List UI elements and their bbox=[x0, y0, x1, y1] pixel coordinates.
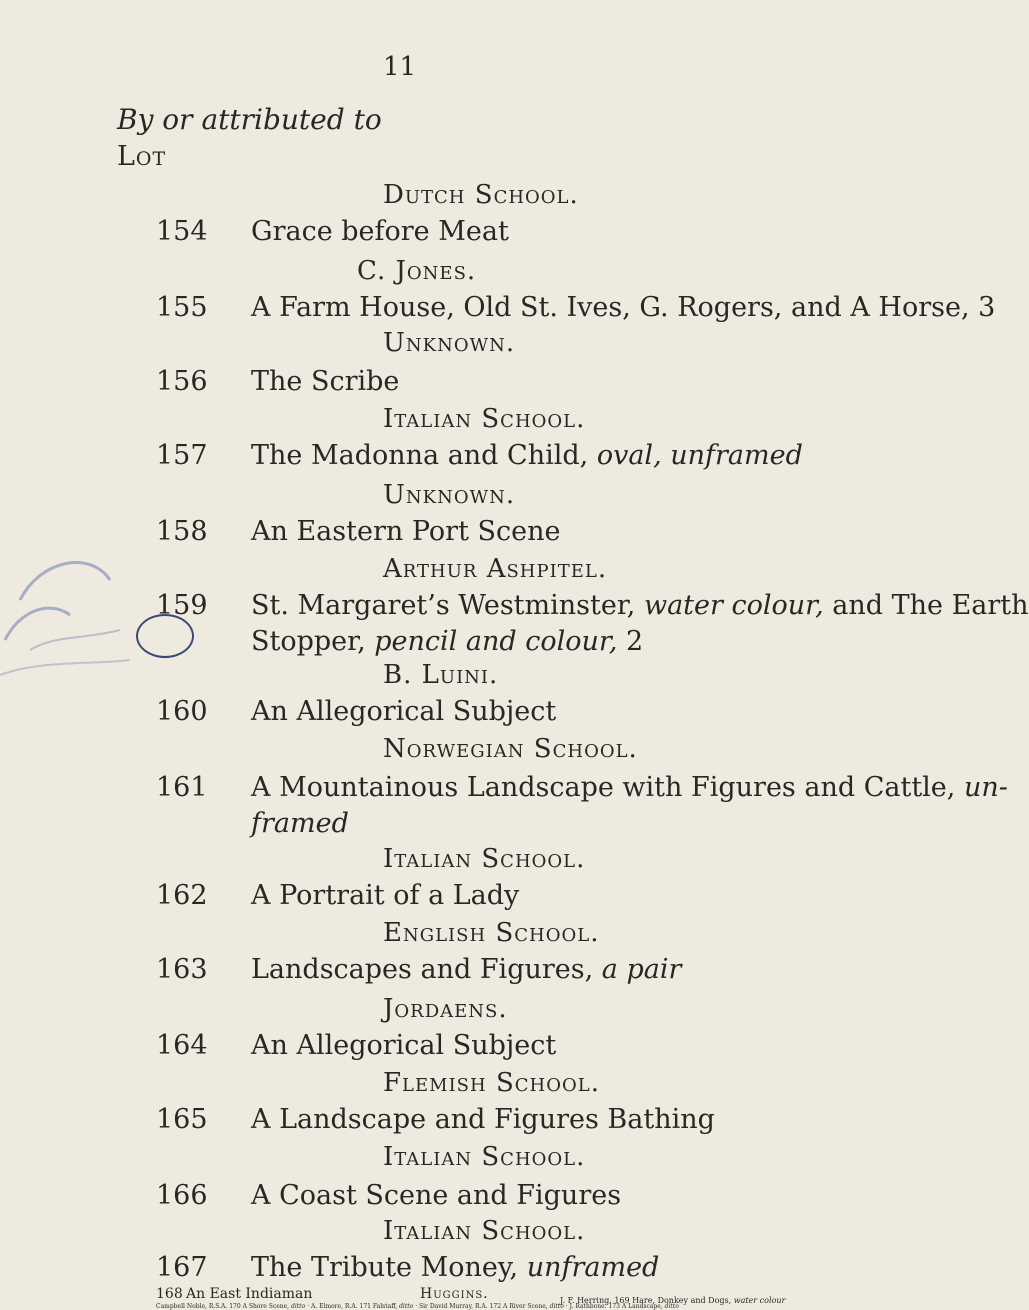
lot-title: A Shore Scene, bbox=[242, 1303, 291, 1310]
list-item bbox=[156, 1030, 556, 1061]
artist-line: Arthur Ashpitel. bbox=[383, 554, 608, 584]
lot-title-italic: a pair bbox=[601, 954, 682, 985]
lot-column-label: Lot bbox=[117, 141, 167, 172]
lot-number: 170 bbox=[229, 1303, 241, 1310]
lot-title-italic: unframed bbox=[526, 1252, 660, 1283]
artist-line: J. F. Herring. bbox=[560, 1296, 612, 1305]
lot-number: 173 bbox=[608, 1303, 620, 1310]
artist-line: J. Rathbone. bbox=[569, 1303, 607, 1310]
list-item: Campbell Noble, R.S.A. 170 A Shore Scene, ditto · A. Elmore, R.A. 171 Falstaff, ditto · Sir David Murray, R.A. 172 A River Scene, ditto · J. Rathbone. 173 A Landscape, ditto bbox=[156, 1303, 679, 1310]
list-item bbox=[156, 1104, 715, 1135]
lot-number: 171 bbox=[359, 1303, 371, 1310]
artist-line: A. Elmore, R.A. bbox=[310, 1303, 358, 1310]
lot-number: 172 bbox=[489, 1303, 502, 1310]
lot-cont-italic: pencil and colour, bbox=[374, 626, 618, 657]
lot-number: 162 bbox=[156, 880, 208, 911]
lot-title-italic: ditto bbox=[291, 1303, 306, 1310]
lot-title: The Scribe bbox=[251, 366, 400, 397]
list-item bbox=[156, 880, 519, 911]
list-item bbox=[156, 772, 1008, 803]
page-number: 11 bbox=[383, 52, 417, 82]
lot-title-italic: oval, unframed bbox=[596, 440, 803, 471]
lot-title: An East Indiaman bbox=[186, 1286, 313, 1302]
lot-title: A River Scene, bbox=[502, 1303, 550, 1310]
lot-title: An Eastern Port Scene bbox=[251, 516, 561, 547]
lot-title: The Madonna and Child, bbox=[251, 440, 597, 471]
lot-number: 159 bbox=[156, 590, 208, 621]
artist-line: Norwegian School. bbox=[383, 734, 638, 764]
lot-title: A Landscape, bbox=[621, 1303, 665, 1310]
lot-title: A Mountainous Landscape with Figures and Cattle, bbox=[251, 772, 964, 803]
lot-number: 165 bbox=[156, 1104, 208, 1135]
artist-line: Italian School. bbox=[383, 404, 586, 434]
artist-line: Italian School. bbox=[383, 844, 586, 874]
lot-title-italic: ditto bbox=[664, 1303, 679, 1310]
lot-cont-italic: framed bbox=[251, 808, 349, 839]
lot-number: 157 bbox=[156, 440, 208, 471]
list-item bbox=[156, 440, 803, 471]
artist-line: Sir David Murray, R.A. bbox=[419, 1303, 488, 1310]
lot-title: A Coast Scene and Figures bbox=[251, 1180, 622, 1211]
lot-number: 161 bbox=[156, 772, 208, 803]
lot-title: A Landscape and Figures Bathing bbox=[251, 1104, 715, 1135]
lot-number: 155 bbox=[156, 292, 208, 323]
artist-line: English School. bbox=[383, 918, 600, 948]
list-item bbox=[156, 954, 681, 985]
lot-number: 167 bbox=[156, 1252, 208, 1283]
list-item bbox=[156, 590, 1029, 621]
lot-title: Landscapes and Figures, bbox=[251, 954, 602, 985]
lot-number: 154 bbox=[156, 216, 208, 247]
lot-title-italic: water colour bbox=[733, 1296, 786, 1305]
list-item bbox=[156, 1286, 312, 1302]
list-item bbox=[156, 1180, 621, 1211]
lot-number: 158 bbox=[156, 516, 208, 547]
lot-cont-tail: 2 bbox=[617, 626, 644, 657]
lot-title: St. Margaret’s Westminster, bbox=[251, 590, 644, 621]
list-item bbox=[156, 1252, 659, 1283]
lot-title: An Allegorical Subject bbox=[251, 1030, 557, 1061]
lot-number: 164 bbox=[156, 1030, 208, 1061]
artist-line: Italian School. bbox=[383, 1216, 586, 1246]
lot-number: 168 bbox=[156, 1286, 183, 1302]
lot-title-continuation bbox=[251, 808, 349, 839]
list-item bbox=[156, 216, 509, 247]
lot-number: 160 bbox=[156, 696, 208, 727]
lot-number: 169 bbox=[614, 1296, 630, 1305]
artist-line: Campbell Noble, R.S.A. bbox=[156, 1303, 228, 1310]
artist-line: Flemish School. bbox=[383, 1068, 600, 1098]
lot-title-italic: ditto bbox=[399, 1303, 414, 1310]
artist-line: Dutch School. bbox=[383, 180, 579, 210]
lot-title-continuation bbox=[251, 626, 643, 657]
lot-title-italic: ditto bbox=[549, 1303, 564, 1310]
lot-cont-text: Stopper, bbox=[251, 626, 375, 657]
lot-title-italic: water colour, bbox=[643, 590, 824, 621]
list-item bbox=[156, 696, 556, 727]
list-item bbox=[156, 516, 560, 547]
lot-number: 166 bbox=[156, 1180, 208, 1211]
lot-title: A Portrait of a Lady bbox=[251, 880, 520, 911]
lot-number: 156 bbox=[156, 366, 208, 397]
page-header: By or attributed to bbox=[117, 103, 382, 136]
lot-title: An Allegorical Subject bbox=[251, 696, 557, 727]
artist-line: Unknown. bbox=[383, 480, 516, 510]
artist-line: Unknown. bbox=[383, 328, 516, 358]
artist-line: Huggins. bbox=[420, 1286, 489, 1302]
lot-number: 163 bbox=[156, 954, 208, 985]
artist-line: C. Jones. bbox=[357, 256, 477, 286]
list-item bbox=[156, 366, 399, 397]
lot-title: Falstaff, bbox=[372, 1303, 400, 1310]
artist-line: Italian School. bbox=[383, 1142, 586, 1172]
artist-line: Jordaens. bbox=[383, 994, 508, 1024]
lot-title: The Tribute Money, bbox=[251, 1252, 527, 1283]
lot-title: Hare, Donkey and Dogs, bbox=[632, 1296, 734, 1305]
artist-line: B. Luini. bbox=[383, 660, 499, 690]
list-item bbox=[156, 292, 995, 323]
lot-title-italic: un- bbox=[963, 772, 1008, 803]
lot-title-tail: and The Earth bbox=[823, 590, 1029, 621]
lot-title: A Farm House, Old St. Ives, G. Rogers, and A Horse, 3 bbox=[251, 292, 996, 323]
lot-title: Grace before Meat bbox=[251, 216, 509, 247]
